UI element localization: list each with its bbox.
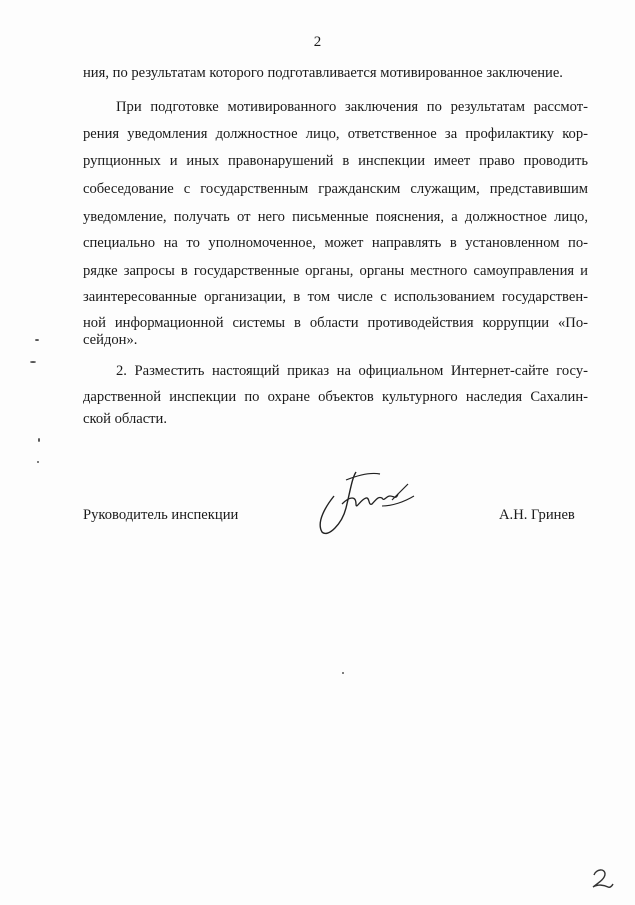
scan-speck xyxy=(35,339,39,341)
body-line-10: ной информационной системы в области противодействия коррупции «По- xyxy=(83,315,588,331)
body-line-2: При подготовке мотивированного заключения по результатам рассмот- xyxy=(116,99,588,115)
body-line-12: 2. Разместить настоящий приказ на официальном Интернет-сайте госу- xyxy=(116,363,588,379)
body-line-13: дарственной инспекции по охране объектов культурного наследия Сахалин- xyxy=(83,389,588,405)
scan-speck xyxy=(342,672,344,674)
signatory-title: Руководитель инспекции xyxy=(83,507,239,523)
body-line-3: рения уведомления должностное лицо, ответственное за профилактику кор- xyxy=(83,126,588,142)
body-line-5: собеседование с государственным гражданским служащим, представившим xyxy=(83,181,588,197)
body-line-14: ской области. xyxy=(83,411,168,427)
signatory-name: А.Н. Гринев xyxy=(499,507,575,523)
body-line-4: рупционных и иных правонарушений в инспекции имеет право проводить xyxy=(83,153,588,169)
scan-speck xyxy=(37,461,39,463)
body-line-11: сейдон». xyxy=(83,332,138,348)
handwritten-signature xyxy=(312,466,416,538)
body-line-6: уведомление, получать от него письменные пояснения, а должностное лицо, xyxy=(83,209,588,225)
page-number: 2 xyxy=(313,34,322,50)
body-line-8: рядке запросы в государственные органы, органы местного самоуправления и xyxy=(83,263,588,279)
body-line-9: заинтересованные организации, в том числе с использованием государствен- xyxy=(83,289,588,305)
handwritten-page-mark xyxy=(588,866,614,892)
scan-speck xyxy=(30,361,36,363)
scan-speck xyxy=(38,438,40,442)
body-line-1: ния, по результатам которого подготавливается мотивированное заключение. xyxy=(83,65,563,81)
body-line-7: специально на то уполномоченное, может направлять в установленном по- xyxy=(83,235,588,251)
